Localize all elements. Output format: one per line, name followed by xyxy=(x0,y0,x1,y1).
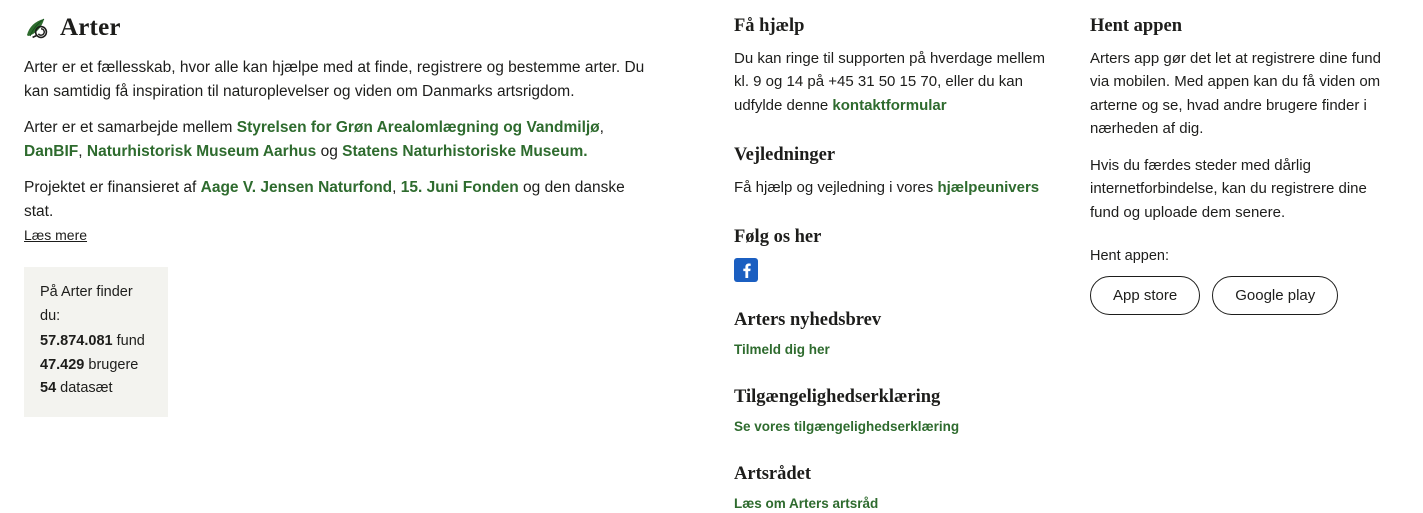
store-buttons xyxy=(1090,276,1400,315)
link-aage-v-jensen-naturfond[interactable]: Aage V. Jensen Naturfond xyxy=(200,179,393,197)
help-support-text xyxy=(734,47,1054,117)
stats-label-datasaet: datasæt xyxy=(60,380,113,397)
stats-value-brugere: 47.429 xyxy=(40,356,85,373)
newsletter-signup-link[interactable]: Tilmeld dig her xyxy=(734,342,830,357)
artsraad-link[interactable]: Læs om Arters artsråd xyxy=(734,496,879,511)
link-15-juni-fonden[interactable]: 15. Juni Fonden xyxy=(400,179,519,197)
app-column xyxy=(1090,16,1400,315)
artsraad-heading: Artsrådet xyxy=(734,464,812,484)
sep-1: , xyxy=(599,119,604,137)
brand[interactable] xyxy=(24,14,664,42)
about-paragraph-1-text: Arter er et fællesskab, hvor alle kan hjælpe med at finde, registrere og bestemme arter. Du kan samtidig få inspiration til naturoplevelser og viden om Danmarks artsrigdom. xyxy=(24,59,645,100)
google-play-button[interactable]: Google play xyxy=(1212,276,1338,315)
stats-value-datasaet: 54 xyxy=(40,380,57,397)
about-paragraph-2 xyxy=(24,116,649,163)
stats-value-fund: 57.874.081 xyxy=(40,333,113,350)
app-text-2: Hvis du færdes steder med dårlig internetforbindelse, kan du registrere dine fund og uploade dem senere. xyxy=(1090,157,1367,221)
guides-heading: Vejledninger xyxy=(734,144,836,165)
stats-row-datasaet xyxy=(40,377,152,400)
brand-title: Arter xyxy=(60,14,121,41)
link-statens-naturhistoriske-museum[interactable]: Statens Naturhistoriske Museum. xyxy=(342,142,588,160)
about-paragraph-3-prefix: Projektet er finansieret af xyxy=(24,179,201,197)
stats-caption: På Arter finder du: xyxy=(40,284,133,324)
sep-3: og xyxy=(316,142,343,160)
about-paragraph-1 xyxy=(24,56,649,103)
stats-label-brugere: brugere xyxy=(88,356,139,373)
about-paragraph-2-prefix: Arter er et samarbejde mellem xyxy=(24,119,237,137)
link-danbif[interactable]: DanBIF xyxy=(24,142,79,160)
guides-text-body: Få hjælp og vejledning i vores xyxy=(734,178,938,196)
about-column xyxy=(24,14,664,417)
app-heading: Hent appen xyxy=(1090,16,1183,36)
leaf-snail-logo-icon xyxy=(24,15,50,41)
help-heading: Få hjælp xyxy=(734,16,805,36)
about-paragraph-3 xyxy=(24,176,649,223)
sep-2: , xyxy=(78,142,87,160)
newsletter-heading: Arters nyhedsbrev xyxy=(734,310,882,330)
stats-row-fund xyxy=(40,330,152,353)
facebook-icon[interactable] xyxy=(734,258,758,282)
link-naturhistorisk-museum-aarhus[interactable]: Naturhistorisk Museum Aarhus xyxy=(86,142,317,160)
app-text-1: Arters app gør det let at registrere dine fund via mobilen. Med appen kan du få viden om arterne og se, hvad andre brugere finder i nærheden af dig. xyxy=(1090,50,1381,137)
accessibility-statement-link[interactable]: Se vores tilgængelighedserklæring xyxy=(734,419,960,434)
app-store-button[interactable]: App store xyxy=(1090,276,1200,315)
contact-form-link[interactable]: kontaktformular xyxy=(832,96,947,114)
about-paragraph-3-suffix: og den danske stat. xyxy=(24,179,625,220)
guides-text xyxy=(734,176,1054,199)
download-label: Hent appen: xyxy=(1090,247,1170,264)
read-more-link[interactable]: Læs mere xyxy=(24,227,88,244)
help-column xyxy=(734,16,1054,513)
stats-label-fund: fund xyxy=(116,333,145,350)
link-styrelsen[interactable]: Styrelsen for Grøn Arealomlægning og Vandmiljø xyxy=(236,119,600,137)
follow-heading: Følg os her xyxy=(734,227,822,247)
sep-4: , xyxy=(392,179,401,197)
stats-box xyxy=(24,267,168,416)
stats-row-brugere xyxy=(40,354,152,377)
help-universe-link[interactable]: hjælpeunivers xyxy=(937,178,1040,196)
help-support-text-body: Du kan ringe til supporten på hverdage mellem kl. 9 og 14 på +45 31 50 15 70, eller du kan udfylde denne xyxy=(734,50,1046,114)
accessibility-heading: Tilgængelighedserklæring xyxy=(734,387,941,407)
